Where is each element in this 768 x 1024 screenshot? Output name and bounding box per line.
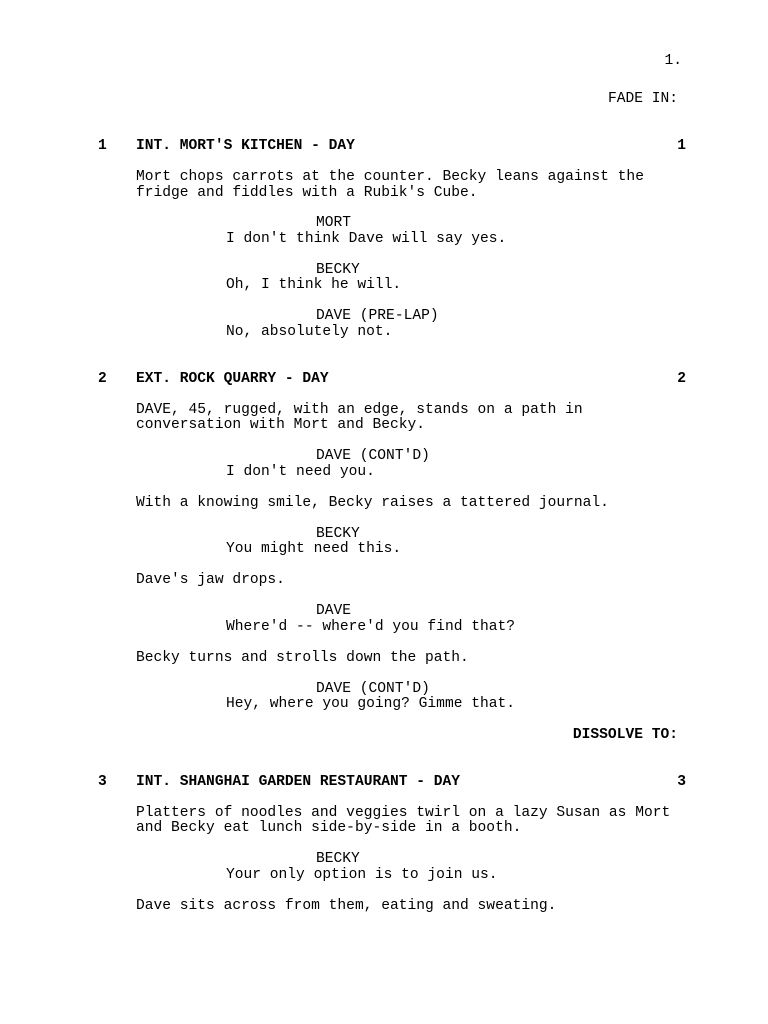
scene-number-right: 1: [677, 138, 686, 154]
character-name: DAVE (CONT'D): [316, 448, 430, 464]
dialogue-line: No, absolutely not.: [226, 324, 393, 340]
fade-in-transition: FADE IN:: [607, 91, 678, 107]
dialogue-line: Your only option is to join us.: [226, 867, 498, 883]
dialogue-line: Where'd -- where'd you find that?: [226, 619, 516, 635]
action-line: conversation with Mort and Becky.: [136, 417, 426, 433]
character-name: BECKY: [316, 851, 360, 867]
character-name: DAVE (PRE-LAP): [316, 308, 439, 324]
scene-number-right: 3: [677, 774, 686, 790]
action-line: and Becky eat lunch side-by-side in a booth.: [136, 820, 522, 836]
scene-number-left: 2: [98, 371, 107, 387]
dialogue-line: Hey, where you going? Gimme that.: [226, 696, 516, 712]
character-name: DAVE: [316, 603, 352, 619]
character-name: BECKY: [316, 262, 360, 278]
scene-heading: INT. MORT'S KITCHEN - DAY: [136, 138, 355, 154]
character-name: MORT: [316, 215, 352, 231]
dialogue-line: Oh, I think he will.: [226, 277, 402, 293]
action-line: Mort chops carrots at the counter. Becky leans against the: [136, 169, 644, 185]
character-name: DAVE (CONT'D): [316, 681, 430, 697]
action-line: Dave's jaw drops.: [136, 572, 285, 588]
action-line: Becky turns and strolls down the path.: [136, 650, 469, 666]
scene-heading: INT. SHANGHAI GARDEN RESTAURANT - DAY: [136, 774, 461, 790]
dialogue-line: I don't think Dave will say yes.: [226, 231, 507, 247]
page-number: 1.: [664, 53, 682, 69]
dissolve-transition: DISSOLVE TO:: [572, 727, 678, 743]
dialogue-line: You might need this.: [226, 541, 402, 557]
scene-number-left: 1: [98, 138, 107, 154]
action-line: With a knowing smile, Becky raises a tattered journal.: [136, 495, 609, 511]
action-line: DAVE, 45, rugged, with an edge, stands on a path in: [136, 402, 583, 418]
action-line: fridge and fiddles with a Rubik's Cube.: [136, 184, 478, 201]
action-line: Platters of noodles and veggies twirl on a lazy Susan as Mort: [136, 805, 671, 821]
action-line: Dave sits across from them, eating and sweating.: [136, 898, 557, 914]
character-name: BECKY: [316, 526, 360, 542]
scene-number-right: 2: [677, 371, 686, 387]
scene-number-left: 3: [98, 774, 107, 790]
dialogue-line: I don't need you.: [226, 464, 375, 480]
scene-heading: EXT. ROCK QUARRY - DAY: [136, 371, 329, 387]
